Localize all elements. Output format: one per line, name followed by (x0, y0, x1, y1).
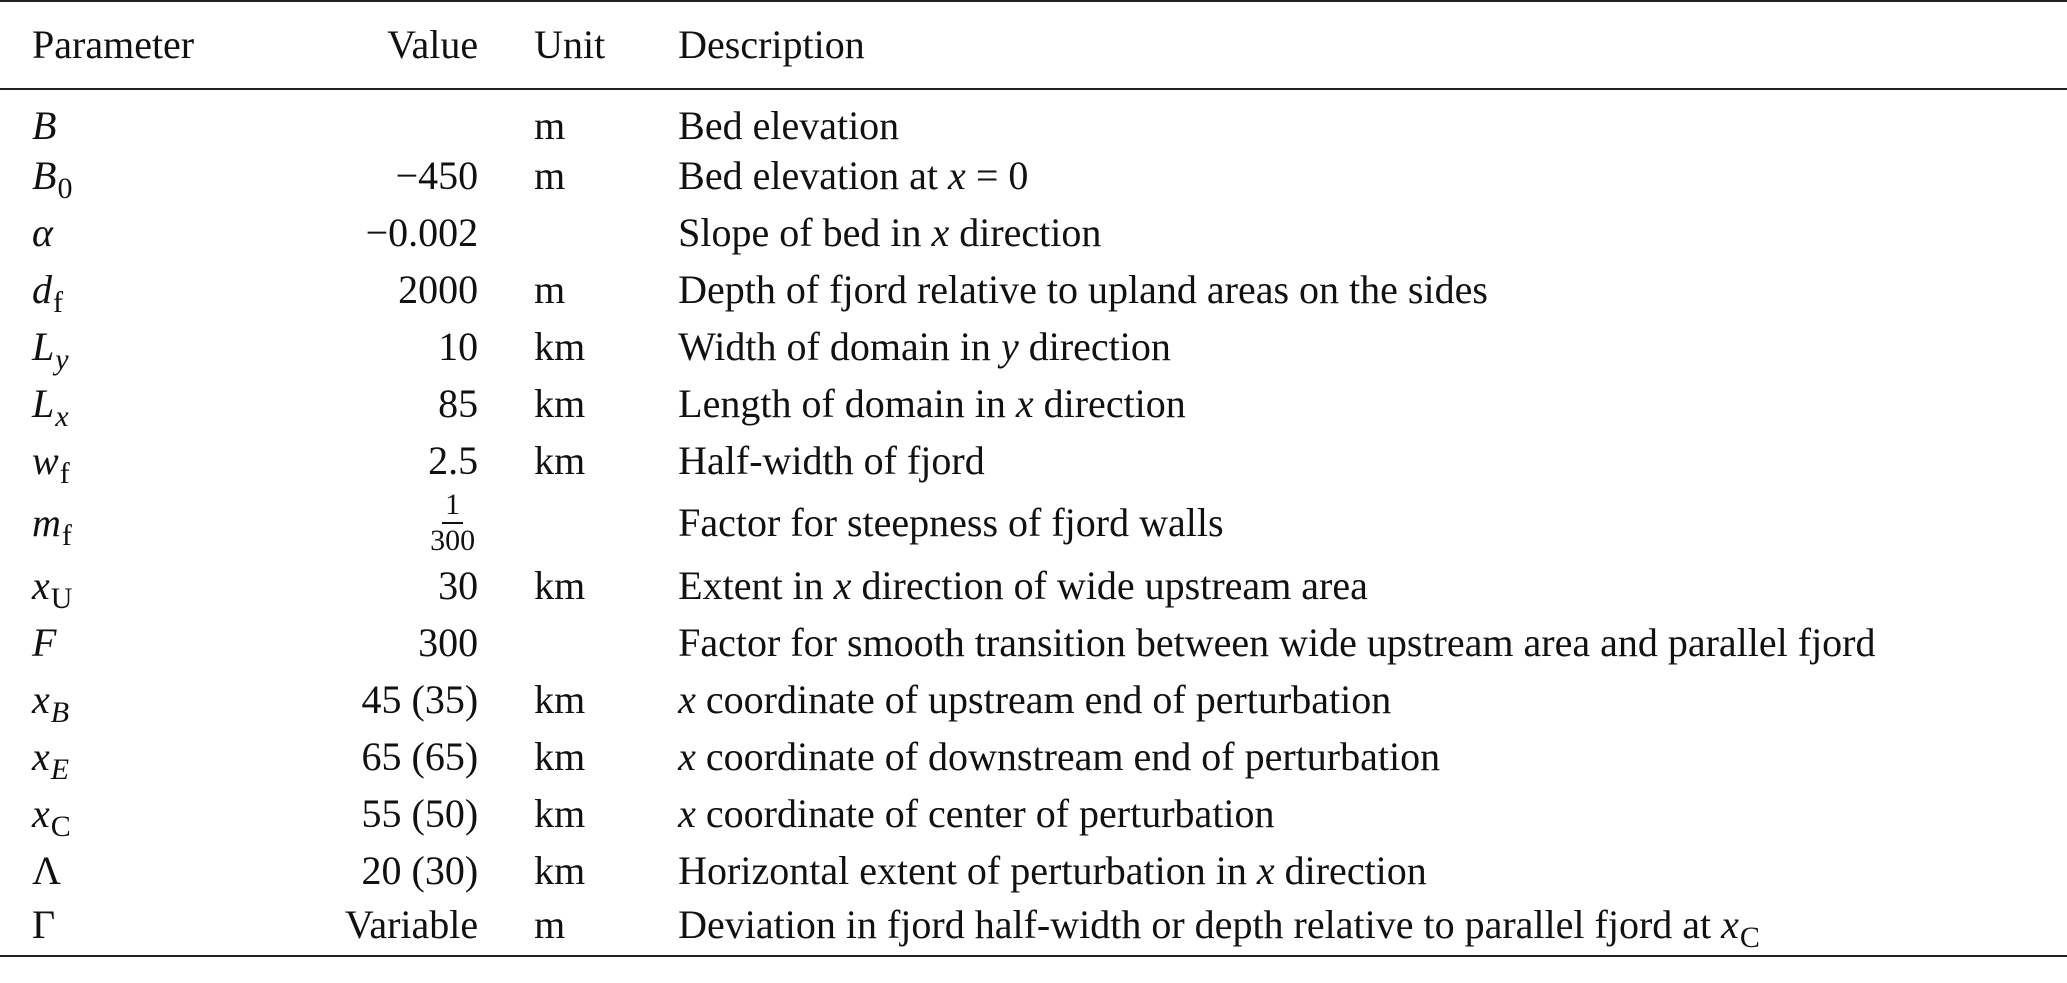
param-description: Horizontal extent of perturbation in x direction (678, 847, 1427, 893)
symbol-subscript: f (61, 519, 72, 552)
table-row (0, 557, 2067, 614)
param-symbol: $B_0$ (32, 152, 73, 205)
symbol-subscript: x (55, 399, 69, 433)
table-row (0, 899, 2067, 956)
symbol-subscript: E (50, 752, 70, 786)
param-unit: km (534, 733, 586, 779)
table-row (0, 785, 2067, 842)
param-value: 20 (30) (361, 847, 479, 893)
param-unit: km (534, 676, 586, 722)
param-value: 2.5 (428, 437, 479, 483)
param-symbol: $x_B$ (32, 676, 70, 729)
param-unit: km (534, 323, 586, 369)
header-value: Value (195, 1, 478, 89)
param-description: Length of domain in x direction (678, 380, 1186, 426)
table-row (0, 614, 2067, 671)
table-row (0, 375, 2067, 432)
param-symbol: $L_x$ (32, 380, 69, 433)
param-unit: km (534, 562, 586, 608)
param-unit: m (534, 152, 566, 198)
header-description: Description (631, 1, 2067, 89)
table-body (0, 89, 2067, 956)
param-symbol: $m_f$ (32, 500, 72, 552)
param-value: 300 (418, 619, 479, 665)
param-symbol: Λ (32, 847, 62, 893)
header-parameter: Parameter (0, 1, 195, 89)
table-row (0, 261, 2067, 318)
param-unit: km (534, 380, 586, 426)
param-description: Extent in x direction of wide upstream area (678, 562, 1368, 608)
param-symbol: $d_f$ (32, 266, 63, 319)
param-value: 2000 (398, 266, 479, 312)
table-row (0, 147, 2067, 204)
table-row (0, 89, 2067, 147)
param-description: Half-width of fjord (678, 437, 985, 483)
symbol-subscript: y (55, 342, 69, 376)
param-unit: km (534, 437, 586, 483)
param-value (195, 89, 478, 147)
param-description: Deviation in fjord half-width or depth relative to parallel fjord at $x_C$ (631, 899, 2067, 956)
table-row (0, 318, 2067, 375)
param-value: 55 (50) (361, 790, 479, 836)
table-row (0, 204, 2067, 261)
param-value: 85 (438, 380, 479, 426)
param-unit: km (534, 790, 586, 836)
table-row (0, 432, 2067, 489)
param-description: x coordinate of downstream end of perturbation (678, 733, 1441, 779)
param-symbol: $w_f$ (32, 437, 70, 490)
fraction-value (427, 490, 478, 556)
param-description: x coordinate of center of perturbation (678, 790, 1275, 836)
symbol-subscript: f (53, 285, 63, 319)
param-description: Depth of fjord relative to upland areas on the sides (678, 266, 1488, 312)
symbol-subscript: U (50, 581, 73, 615)
header-unit: Unit (478, 1, 631, 89)
param-description: Width of domain in y direction (678, 323, 1171, 369)
table-row (0, 489, 2067, 557)
param-symbol: $x_C$ (32, 790, 71, 843)
param-description: Factor for steepness of fjord walls (678, 500, 1224, 545)
param-symbol: Γ (0, 899, 195, 956)
param-unit: m (534, 103, 566, 148)
param-value: 10 (438, 323, 479, 369)
param-unit (478, 614, 631, 671)
param-unit: km (534, 847, 586, 893)
table-header (0, 1, 2067, 89)
param-value: −0.002 (365, 209, 479, 255)
symbol-subscript: 0 (57, 171, 73, 205)
param-symbol: $x_U$ (32, 562, 73, 615)
table-row (0, 671, 2067, 728)
param-description: Bed elevation (678, 103, 900, 148)
param-unit: m (478, 899, 631, 956)
symbol-subscript: f (59, 456, 70, 490)
table-row (0, 728, 2067, 785)
param-value: 65 (65) (361, 733, 479, 779)
param-unit (478, 204, 631, 261)
param-value: Variable (195, 899, 478, 956)
fraction-denominator: 300 (430, 524, 476, 557)
param-symbol: $x_E$ (32, 733, 70, 786)
param-value (195, 489, 478, 557)
param-description: Factor for smooth transition between wide upstream area and parallel fjord (678, 619, 1876, 665)
param-unit (478, 489, 631, 557)
param-description: Bed elevation at x = 0 (678, 152, 1029, 198)
param-value: 45 (35) (361, 676, 479, 722)
table-row (0, 842, 2067, 899)
param-symbol: α (32, 209, 53, 255)
param-value: 30 (438, 562, 479, 608)
param-description: Slope of bed in x direction (678, 209, 1102, 255)
param-unit: m (534, 266, 566, 312)
fraction-numerator: 1 (442, 490, 463, 524)
param-description: x coordinate of upstream end of perturbation (678, 676, 1392, 722)
param-symbol: B (32, 103, 57, 148)
param-symbol: F (32, 619, 57, 665)
param-symbol: $L_y$ (32, 323, 69, 376)
header-row (0, 1, 2067, 89)
symbol-subscript: C (50, 809, 71, 843)
param-value: −450 (395, 152, 479, 198)
symbol-subscript: B (50, 695, 70, 729)
